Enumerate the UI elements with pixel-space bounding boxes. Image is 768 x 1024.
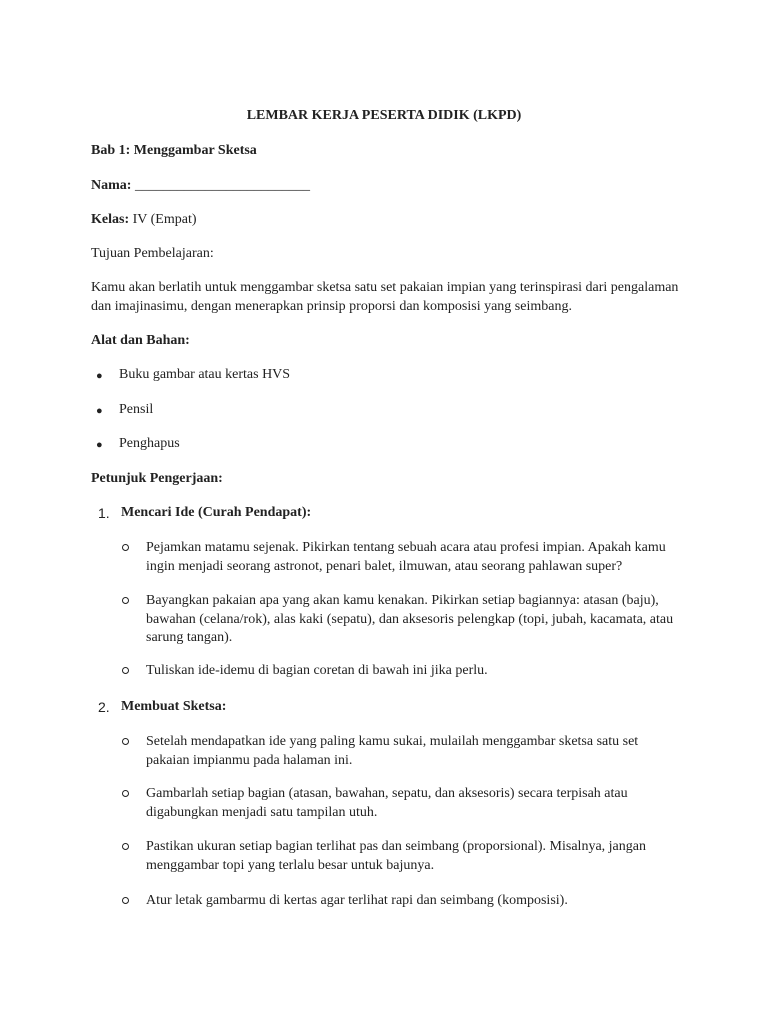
document-title: LEMBAR KERJA PESERTA DIDIK (LKPD) <box>246 108 522 123</box>
list-item: Pejamkan matamu sejenak. Pikirkan tentang sebuah acara atau profesi impian. Apakah kamu ingin menjadi seorang astronot, penari balet, ilmuwan, atau seorang pahlawan super? <box>146 540 666 574</box>
circle-bullet-icon <box>122 843 129 850</box>
objective-heading: Tujuan Pembelajaran: <box>91 246 214 261</box>
list-item: Gambarlah setiap bagian (atasan, bawahan, sepatu, dan aksesoris) secara terpisah atau digabungkan menjadi satu tampilan utuh. <box>146 786 628 820</box>
list-item: Penghapus <box>119 436 180 451</box>
chapter-heading: Bab 1: Menggambar Sketsa <box>91 143 257 158</box>
list-item: Bayangkan pakaian apa yang akan kamu kenakan. Pikirkan setiap bagiannya: atasan (baju), bawahan (celana/rok), alas kaki (sepatu), dan aksesoris pelengkap (topi, jubah, kacamata, atau sarung tangan). <box>146 593 674 645</box>
materials-heading: Alat dan Bahan: <box>91 333 190 348</box>
name-blank: _________________________ <box>134 178 310 193</box>
list-item: Pastikan ukuran setiap bagian terlihat pas dan seimbang (proporsional). Misalnya, jangan menggambar topi yang terlalu besar untuk bajunya. <box>146 839 646 873</box>
list-item: Atur letak gambarmu di kertas agar terlihat rapi dan seimbang (komposisi). <box>146 893 568 908</box>
list-item: Tuliskan ide-idemu di bagian coretan di bawah ini jika perlu. <box>146 663 488 678</box>
step-number: 2. <box>98 699 110 715</box>
step-title: Membuat Sketsa: <box>121 699 227 714</box>
bullet-icon: ● <box>96 439 103 451</box>
class-label: Kelas: <box>91 212 130 227</box>
name-label: Nama: <box>91 178 132 193</box>
class-row <box>91 211 197 229</box>
step-number: 1. <box>98 505 110 521</box>
name-row <box>91 177 310 195</box>
step-title: Mencari Ide (Curah Pendapat): <box>121 505 312 520</box>
list-item: Buku gambar atau kertas HVS <box>119 367 291 382</box>
bullet-icon: ● <box>96 370 103 382</box>
bullet-icon: ● <box>96 405 103 417</box>
circle-bullet-icon <box>122 897 129 904</box>
list-item: Pensil <box>119 402 154 417</box>
instructions-heading: Petunjuk Pengerjaan: <box>91 471 223 486</box>
circle-bullet-icon <box>122 667 129 674</box>
circle-bullet-icon <box>122 597 129 604</box>
circle-bullet-icon <box>122 790 129 797</box>
objective-text: Kamu akan berlatih untuk menggambar sketsa satu set pakaian impian yang terinspirasi dari pengalaman dan imajinasimu, dengan menerapkan prinsip proporsi dan komposisi yang seimbang. <box>91 280 679 314</box>
class-value: IV (Empat) <box>132 212 197 227</box>
list-item: Setelah mendapatkan ide yang paling kamu sukai, mulailah menggambar sketsa satu set pakaian impianmu pada halaman ini. <box>146 734 639 768</box>
circle-bullet-icon <box>122 544 129 551</box>
circle-bullet-icon <box>122 738 129 745</box>
